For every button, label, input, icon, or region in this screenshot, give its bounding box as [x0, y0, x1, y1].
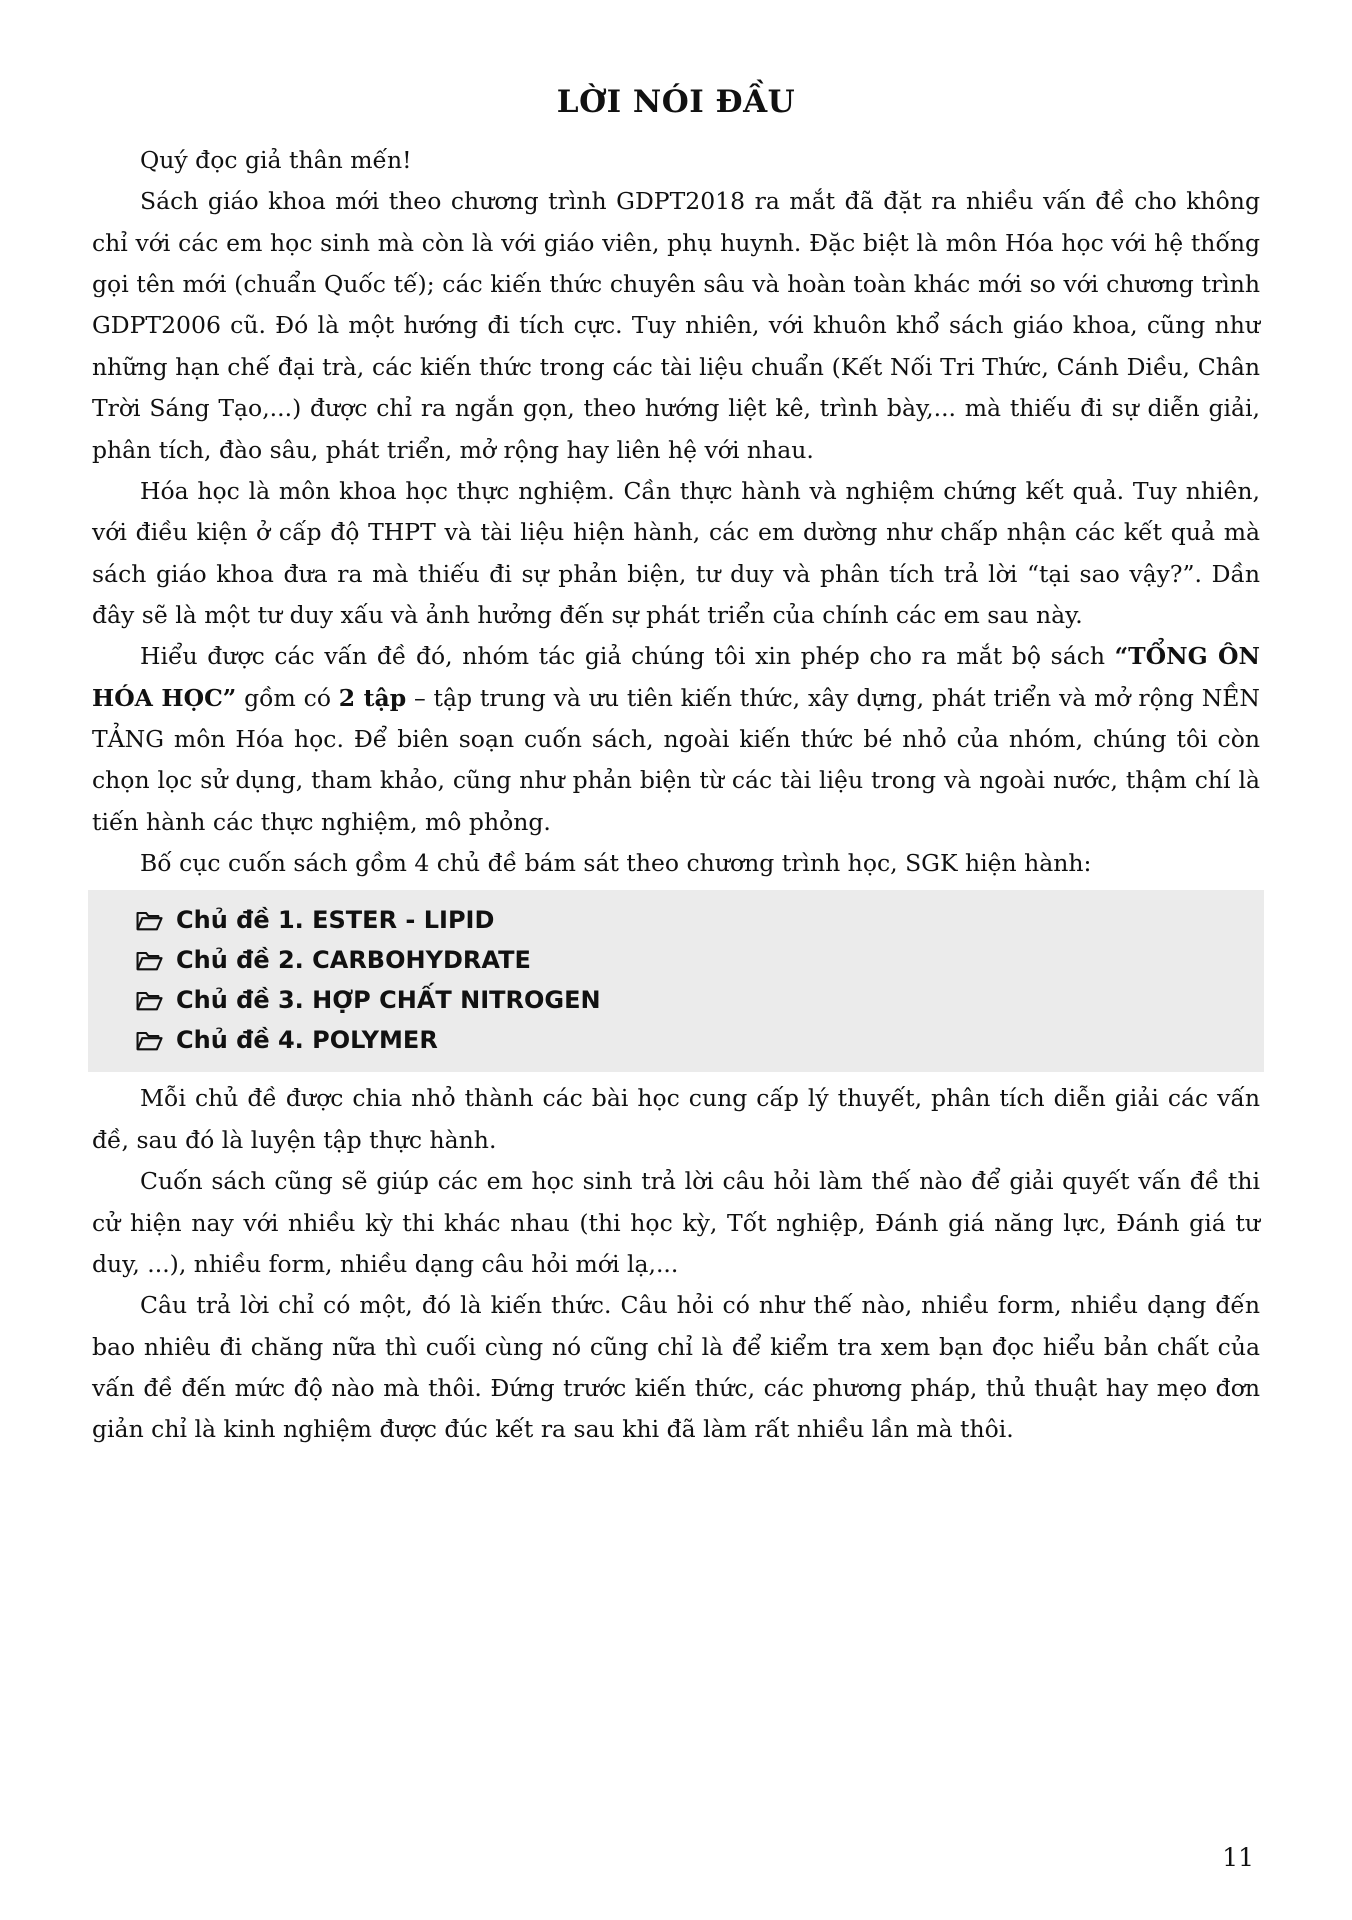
chapter-label: Chủ đề 2. CARBOHYDRATE [176, 946, 531, 975]
chapter-item-4 [88, 1020, 1264, 1060]
open-folder-icon [136, 991, 163, 1012]
open-folder-icon [136, 911, 163, 932]
paragraph-answer: Câu trả lời chỉ có một, đó là kiến thức. Câu hỏi có như thế nào, nhiều form, nhiều dạng đến bao nhiêu đi chăng nữa thì cuối cùng nó cũng chỉ là để kiểm tra xem bạn đọc hiểu bản chất của vấn đề đến mức độ nào mà thôi. Đứng trước kiến thức, các phương pháp, thủ thuật hay mẹo đơn giản chỉ là kinh nghiệm được đúc kết ra sau khi đã làm rất nhiều lần mà thôi. [92, 1291, 1260, 1444]
paragraph-greeting: Quý đọc giả thân mến! [140, 146, 412, 174]
open-folder-icon [136, 951, 163, 972]
paragraph-intro-sgk: Sách giáo khoa mới theo chương trình GDPT2018 ra mắt đã đặt ra nhiều vấn đề cho không chỉ với các em học sinh mà còn là với giáo viên, phụ huynh. Đặc biệt là môn Hóa học với hệ thống gọi tên mới (chuẩn Quốc tế); các kiến thức chuyên sâu và hoàn toàn khác mới so với chương trình GDPT2006 cũ. Đó là một hướng đi tích cực. Tuy nhiên, với khuôn khổ sách giáo khoa, cũng như những hạn chế đại trà, các kiến thức trong các tài liệu chuẩn (Kết Nối Tri Thức, Cánh Diều, Chân Trời Sáng Tạo,...) được chỉ ra ngắn gọn, theo hướng liệt kê, trình bày,... mà thiếu đi sự diễn giải, phân tích, đào sâu, phát triển, mở rộng hay liên hệ với nhau. [92, 187, 1260, 464]
page-number: 11 [1222, 1843, 1254, 1872]
paragraph-segment: Hiểu được các vấn đề đó, nhóm tác giả chúng tôi xin phép cho ra mắt bộ sách [140, 642, 1115, 671]
volume-count-bold: 2 tập [338, 683, 407, 712]
chapter-list [88, 890, 1264, 1072]
paragraph-segment: – tập trung và ưu tiên kiến thức, xây dựng, phát triển và mở rộng NỀN TẢNG môn Hóa học. Để biên soạn cuốn sách, ngoài kiến thức bé nhỏ của nhóm, chúng tôi còn chọn lọc sử dụng, tham khảo, cũng như phản biện từ các tài liệu trong và ngoài nước, thậm chí là tiến hành các thực nghiệm, mô phỏng. [92, 683, 1260, 836]
paragraph-experiment: Hóa học là môn khoa học thực nghiệm. Cần thực hành và nghiệm chứng kết quả. Tuy nhiên, với điều kiện ở cấp độ THPT và tài liệu hiện hành, các em dường như chấp nhận các kết quả mà sách giáo khoa đưa ra mà thiếu đi sự phản biện, tư duy và phân tích trả lời “tại sao vậy?”. Dần đây sẽ là một tư duy xấu và ảnh hưởng đến sự phát triển của chính các em sau này. [92, 476, 1260, 629]
paragraph-lessons: Mỗi chủ đề được chia nhỏ thành các bài học cung cấp lý thuyết, phân tích diễn giải các vấn đề, sau đó là luyện tập thực hành. [92, 1084, 1260, 1154]
chapter-label: Chủ đề 1. ESTER - LIPID [176, 906, 495, 935]
page-title: LỜI NÓI ĐẦU [556, 84, 796, 120]
paragraph-book-announcement [92, 636, 1260, 843]
book-title-bold: “TỔNG ÔN HÓA HỌC” [92, 642, 1260, 712]
chapter-item-1 [88, 900, 1264, 940]
open-folder-icon [136, 1031, 163, 1052]
paragraph-exams: Cuốn sách cũng sẽ giúp các em học sinh trả lời câu hỏi làm thế nào để giải quyết vấn đề thi cử hiện nay với nhiều kỳ thi khác nhau (thi học kỳ, Tốt nghiệp, Đánh giá năng lực, Đánh giá tư duy, ...), nhiều form, nhiều dạng câu hỏi mới lạ,... [92, 1167, 1260, 1278]
paragraph-segment: gồm có [236, 683, 339, 712]
chapter-label: Chủ đề 4. POLYMER [176, 1026, 438, 1055]
chapter-item-3 [88, 980, 1264, 1020]
chapter-item-2 [88, 940, 1264, 980]
chapter-label: Chủ đề 3. HỢP CHẤT NITROGEN [176, 986, 601, 1015]
paragraph-structure: Bố cục cuốn sách gồm 4 chủ đề bám sát theo chương trình học, SGK hiện hành: [140, 849, 1092, 878]
